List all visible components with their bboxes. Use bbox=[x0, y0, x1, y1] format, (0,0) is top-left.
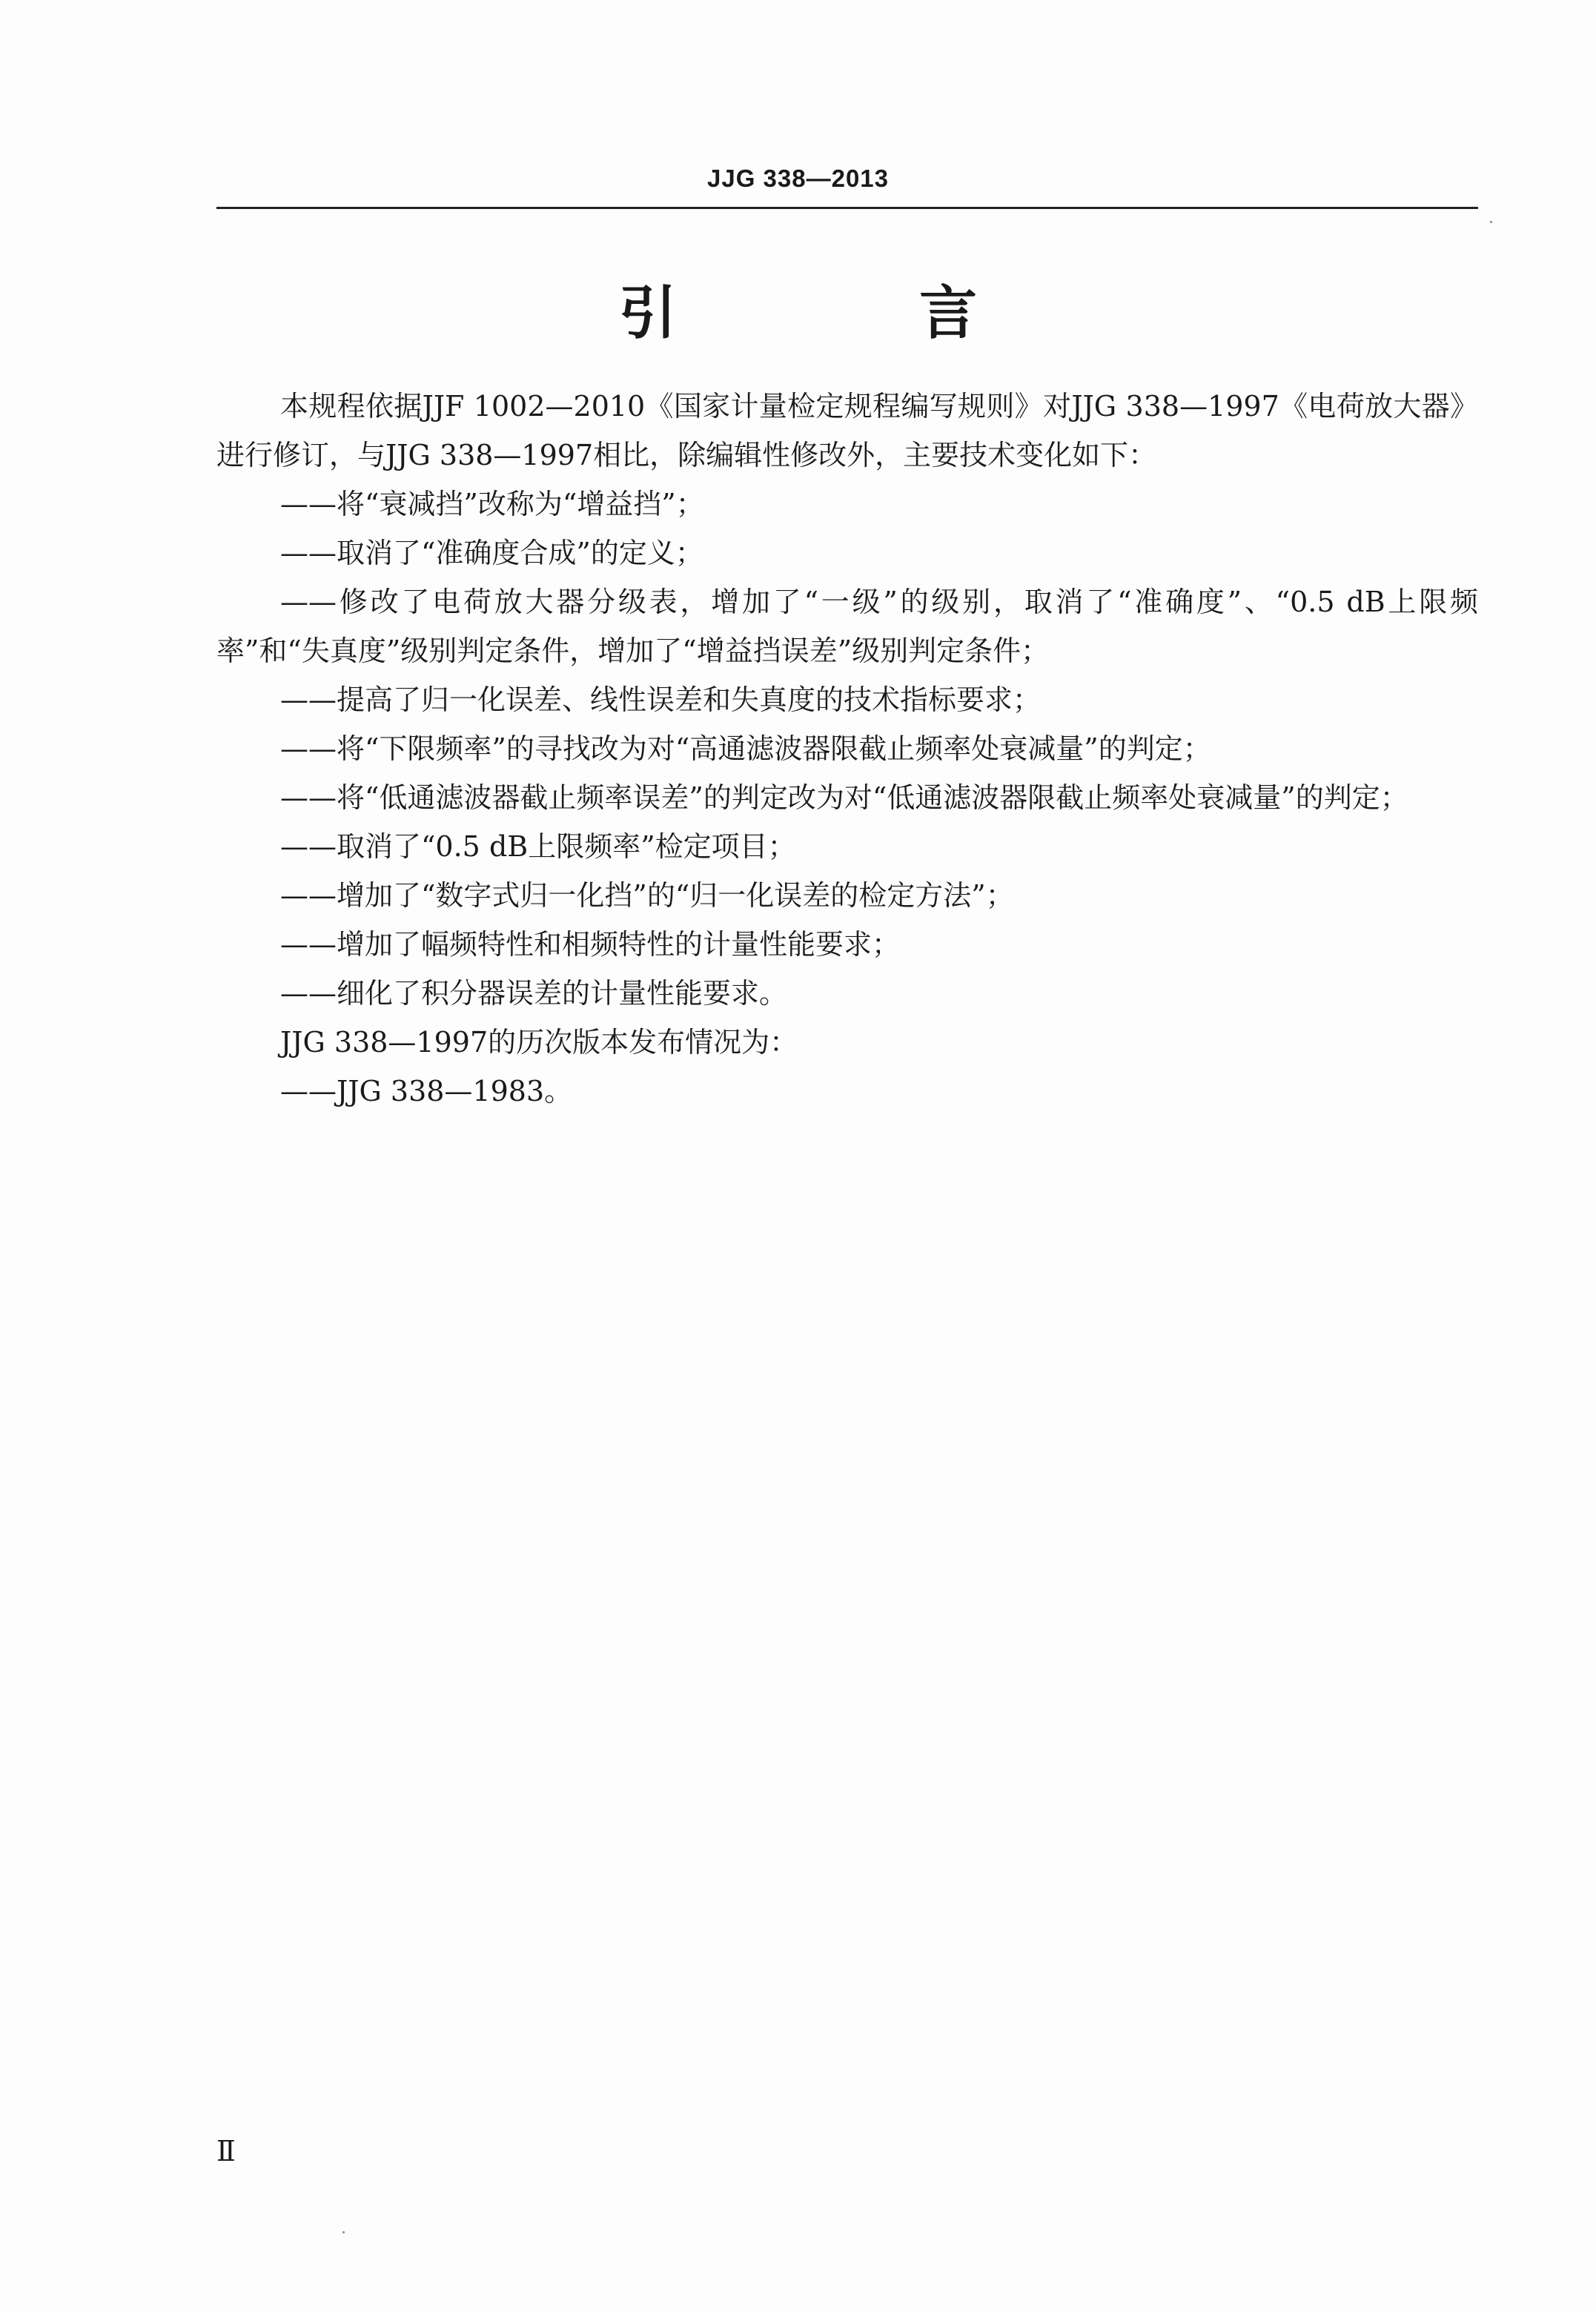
header-rule bbox=[216, 207, 1478, 209]
list-item: ——提高了归一化误差、线性误差和失真度的技术指标要求； bbox=[280, 683, 1042, 716]
list-item: ——取消了“0.5 dB上限频率”检定项目； bbox=[280, 830, 796, 863]
header-standard-code: JJG 338—2013 bbox=[706, 165, 889, 192]
list-item: ——增加了“数字式归一化挡”的“归一化误差的检定方法”； bbox=[280, 879, 1014, 912]
page-number: Ⅱ bbox=[216, 2135, 236, 2167]
list-item: ——取消了“准确度合成”的定义； bbox=[280, 537, 703, 569]
list-item: ——细化了积分器误差的计量性能要求。 bbox=[280, 977, 788, 1010]
list-item: ——增加了幅频特性和相频特性的计量性能要求； bbox=[280, 928, 901, 961]
list-item: ——将“下限频率”的寻找改为对“高通滤波器限截止频率处衰减量”的判定； bbox=[280, 732, 1211, 765]
list-item: ——JJG 338—1983。 bbox=[280, 1075, 573, 1107]
body-text bbox=[216, 382, 1478, 1116]
list-item: ——将“低通滤波器截止频率误差”的判定改为对“低通滤波器限截止频率处衰减量”的判定； bbox=[280, 781, 1408, 814]
paragraph-intro: 本规程依据JJF 1002—2010《国家计量检定规程编写规则》对JJG 338—1997《电荷放大器》进行修订，与JJG 338—1997相比，除编辑性修改外，主要技术变化如下： bbox=[216, 390, 1478, 471]
paragraph-history: JJG 338—1997的历次版本发布情况为： bbox=[280, 1026, 798, 1059]
scan-speck bbox=[1490, 221, 1492, 223]
list-item: ——将“衰减挡”改称为“增益挡”； bbox=[280, 488, 704, 520]
page-title: 引 言 bbox=[618, 280, 1089, 347]
scan-speck bbox=[342, 2231, 345, 2233]
list-item: ——修改了电荷放大器分级表，增加了“一级”的级别，取消了“准确度”、“0.5 dB上限频率”和“失真度”级别判定条件，增加了“增益挡误差”级别判定条件； bbox=[216, 586, 1478, 667]
